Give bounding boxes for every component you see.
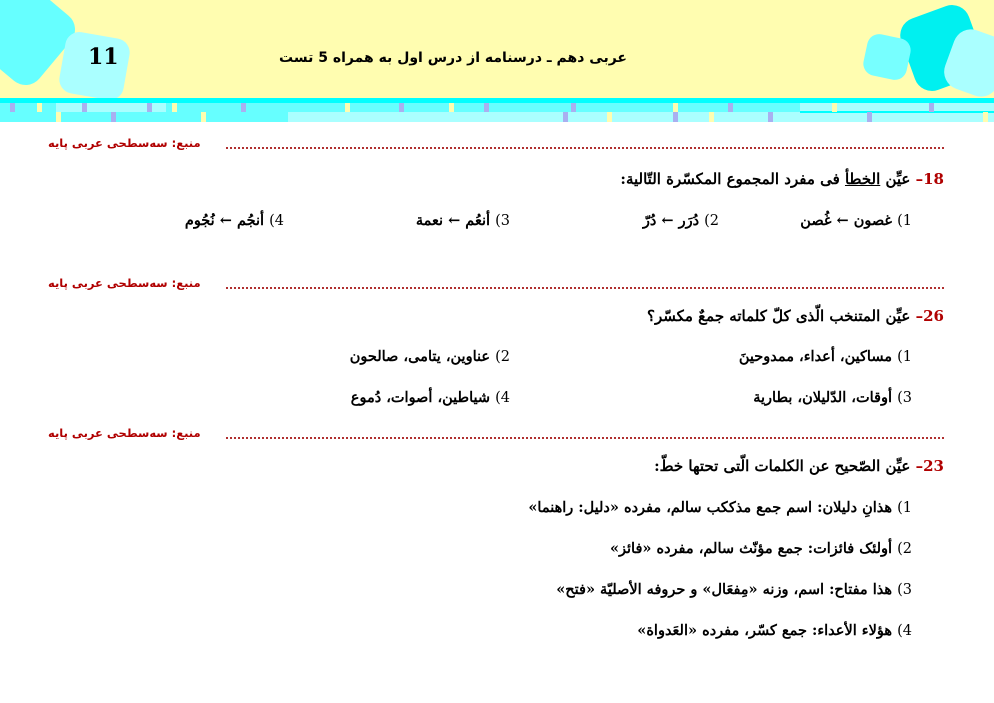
option-number: 2) bbox=[897, 541, 912, 557]
dotted-line bbox=[226, 437, 944, 439]
page-header bbox=[0, 0, 994, 98]
source-label: منبع: سه‌سطحی عربی پایه bbox=[48, 276, 201, 290]
option-number: 2) bbox=[704, 213, 719, 229]
option-1[interactable] bbox=[800, 212, 912, 229]
option-4[interactable] bbox=[351, 389, 510, 406]
question-number: 18 bbox=[923, 170, 944, 188]
question-number: 26 bbox=[923, 307, 944, 325]
question-text-after: فی مفرد المجموع المکسّرة التّالیة: bbox=[620, 170, 845, 188]
option-number: 1) bbox=[897, 349, 912, 365]
decorative-shape bbox=[861, 32, 913, 82]
option-text: أنجُم ← نُجُوم bbox=[184, 212, 265, 229]
decorative-band bbox=[0, 98, 994, 122]
question-dash: – bbox=[915, 457, 924, 475]
option-number: 3) bbox=[495, 213, 510, 229]
option-1[interactable] bbox=[528, 499, 912, 516]
page-number: 11 bbox=[88, 44, 119, 70]
question-text-before: عیِّن bbox=[880, 170, 911, 188]
option-1[interactable] bbox=[739, 348, 912, 365]
option-text: شیاطین، أصوات، دُموع bbox=[350, 389, 491, 406]
option-text: مساکین، أعداء، ممدوحینَ bbox=[738, 348, 893, 365]
option-text: هذا مفتاح: اسم، وزنه «مِفعَال» و حروفه الأصلیّة «فتح» bbox=[556, 581, 893, 598]
option-text: دُرَر ← دُرّ bbox=[642, 212, 700, 229]
option-number: 4) bbox=[897, 623, 912, 639]
source-separator bbox=[48, 138, 944, 154]
option-text: أولئک فائزات: جمع مؤنّث سالم، مفرده «فائز» bbox=[609, 540, 893, 557]
question-18 bbox=[620, 170, 944, 188]
source-label: منبع: سه‌سطحی عربی پایه bbox=[48, 426, 201, 440]
option-2[interactable] bbox=[610, 540, 912, 557]
option-number: 4) bbox=[269, 213, 284, 229]
source-separator bbox=[48, 278, 944, 294]
option-3[interactable] bbox=[416, 212, 510, 229]
option-text: غصون ← غُصن bbox=[800, 212, 893, 229]
option-number: 1) bbox=[897, 213, 912, 229]
option-text: عناوین، یتامی، صالحون bbox=[349, 348, 491, 365]
option-3[interactable] bbox=[753, 389, 912, 406]
option-text: هؤلاء الأعداء: جمع کسّر، مفرده «العَدواة» bbox=[637, 622, 893, 639]
source-label: منبع: سه‌سطحی عربی پایه bbox=[48, 136, 201, 150]
question-text: عیِّن الصّحیح عن الکلمات الّتی تحتها خطّ: bbox=[654, 457, 911, 475]
page-title: عربی دهم ـ درسنامه از درس اول به همراه 5 تست bbox=[279, 50, 627, 66]
option-number: 3) bbox=[897, 582, 912, 598]
question-dash: – bbox=[915, 170, 924, 188]
dotted-line bbox=[226, 147, 944, 149]
option-text: أنعُم ← نعمة bbox=[415, 212, 491, 229]
question-23 bbox=[654, 457, 944, 475]
question-dash: – bbox=[915, 307, 924, 325]
option-3[interactable] bbox=[556, 581, 912, 598]
question-text: عیِّن المتنخب الّذی کلّ کلماته جمعٌ مکسّر؟ bbox=[647, 307, 911, 325]
question-number: 23 bbox=[923, 457, 944, 475]
underlined-word: الخطأ bbox=[844, 170, 881, 188]
option-number: 1) bbox=[897, 500, 912, 516]
option-2[interactable] bbox=[350, 348, 510, 365]
source-separator bbox=[48, 428, 944, 444]
question-26 bbox=[647, 307, 944, 325]
option-number: 3) bbox=[897, 390, 912, 406]
option-text: أوقات، الدّلیلان، بطاریة bbox=[753, 389, 893, 406]
option-4[interactable] bbox=[637, 622, 912, 639]
option-text: هذانِ دلیلان: اسم جمع مذککب سالم، مفرده «دلیل: راهنما» bbox=[528, 499, 893, 516]
option-4[interactable] bbox=[185, 212, 284, 229]
dotted-line bbox=[226, 287, 944, 289]
option-number: 2) bbox=[495, 349, 510, 365]
option-2[interactable] bbox=[643, 212, 719, 229]
option-number: 4) bbox=[495, 390, 510, 406]
